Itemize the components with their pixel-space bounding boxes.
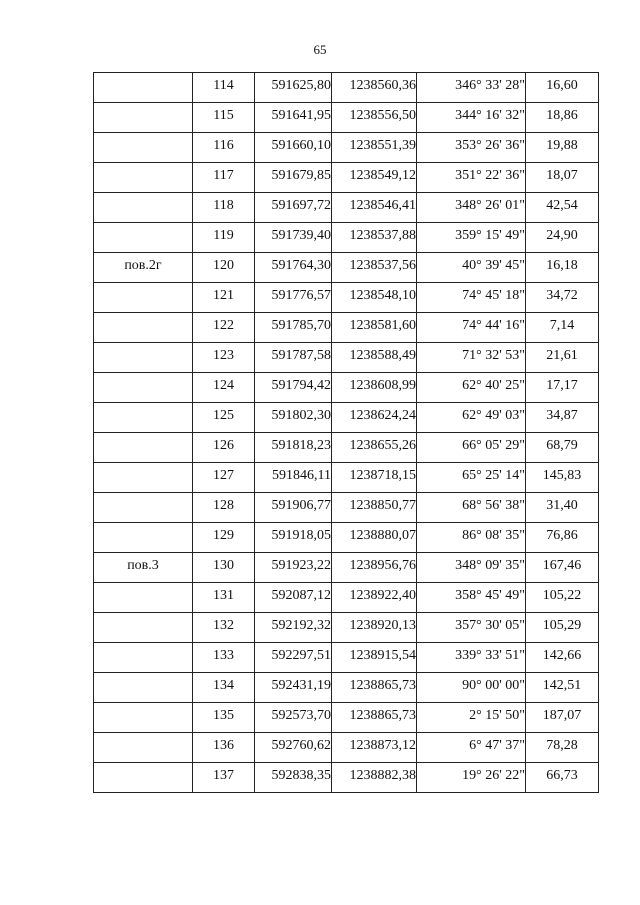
point-label-cell [94,733,193,763]
table-row [94,433,599,463]
segment-length-cell: 145,83 [526,463,599,493]
y-coordinate-cell: 1238880,07 [332,523,417,553]
point-number-cell: 137 [193,763,255,793]
segment-length-cell: 16,18 [526,253,599,283]
point-number-cell: 135 [193,703,255,733]
point-label-cell [94,193,193,223]
direction-angle-cell: 2° 15' 50" [417,703,526,733]
point-number-cell: 123 [193,343,255,373]
segment-length-cell: 19,88 [526,133,599,163]
x-coordinate-cell: 592431,19 [255,673,332,703]
table-row [94,673,599,703]
point-label-cell [94,463,193,493]
point-label-cell [94,373,193,403]
segment-length-cell: 78,28 [526,733,599,763]
point-label-cell [94,583,193,613]
x-coordinate-cell: 592838,35 [255,763,332,793]
segment-length-cell: 76,86 [526,523,599,553]
table-row [94,163,599,193]
point-number-cell: 122 [193,313,255,343]
point-number-cell: 136 [193,733,255,763]
table-row [94,613,599,643]
point-label-cell: пов.3 [94,553,193,583]
table-row [94,223,599,253]
x-coordinate-cell: 591660,10 [255,133,332,163]
y-coordinate-cell: 1238865,73 [332,703,417,733]
direction-angle-cell: 65° 25' 14" [417,463,526,493]
x-coordinate-cell: 592087,12 [255,583,332,613]
point-label-cell [94,223,193,253]
y-coordinate-cell: 1238549,12 [332,163,417,193]
point-number-cell: 116 [193,133,255,163]
y-coordinate-cell: 1238624,24 [332,403,417,433]
y-coordinate-cell: 1238850,77 [332,493,417,523]
table-row [94,463,599,493]
x-coordinate-cell: 591846,11 [255,463,332,493]
point-label-cell [94,703,193,733]
table-row [94,733,599,763]
point-number-cell: 125 [193,403,255,433]
point-number-cell: 133 [193,643,255,673]
x-coordinate-cell: 592297,51 [255,643,332,673]
y-coordinate-cell: 1238873,12 [332,733,417,763]
direction-angle-cell: 351° 22' 36" [417,163,526,193]
direction-angle-cell: 90° 00' 00" [417,673,526,703]
direction-angle-cell: 339° 33' 51" [417,643,526,673]
direction-angle-cell: 357° 30' 05" [417,613,526,643]
coordinates-table [93,72,599,793]
direction-angle-cell: 346° 33' 28" [417,73,526,103]
segment-length-cell: 24,90 [526,223,599,253]
x-coordinate-cell: 591625,80 [255,73,332,103]
x-coordinate-cell: 591641,95 [255,103,332,133]
y-coordinate-cell: 1238581,60 [332,313,417,343]
point-label-cell [94,613,193,643]
direction-angle-cell: 348° 26' 01" [417,193,526,223]
segment-length-cell: 21,61 [526,343,599,373]
point-number-cell: 131 [193,583,255,613]
point-label-cell [94,313,193,343]
table-row [94,523,599,553]
x-coordinate-cell: 591802,30 [255,403,332,433]
table-row [94,373,599,403]
point-label-cell [94,163,193,193]
point-number-cell: 120 [193,253,255,283]
table-row [94,193,599,223]
point-label-cell [94,283,193,313]
segment-length-cell: 66,73 [526,763,599,793]
y-coordinate-cell: 1238556,50 [332,103,417,133]
table-row [94,553,599,583]
x-coordinate-cell: 591918,05 [255,523,332,553]
y-coordinate-cell: 1238956,76 [332,553,417,583]
direction-angle-cell: 344° 16' 32" [417,103,526,133]
direction-angle-cell: 62° 40' 25" [417,373,526,403]
segment-length-cell: 167,46 [526,553,599,583]
point-number-cell: 118 [193,193,255,223]
point-number-cell: 126 [193,433,255,463]
direction-angle-cell: 359° 15' 49" [417,223,526,253]
point-label-cell [94,73,193,103]
y-coordinate-cell: 1238915,54 [332,643,417,673]
segment-length-cell: 105,29 [526,613,599,643]
direction-angle-cell: 353° 26' 36" [417,133,526,163]
y-coordinate-cell: 1238865,73 [332,673,417,703]
x-coordinate-cell: 591776,57 [255,283,332,313]
point-number-cell: 127 [193,463,255,493]
y-coordinate-cell: 1238551,39 [332,133,417,163]
point-number-cell: 119 [193,223,255,253]
point-number-cell: 129 [193,523,255,553]
direction-angle-cell: 66° 05' 29" [417,433,526,463]
table-row [94,583,599,613]
table-row [94,703,599,733]
y-coordinate-cell: 1238922,40 [332,583,417,613]
direction-angle-cell: 358° 45' 49" [417,583,526,613]
point-label-cell [94,523,193,553]
table-row [94,283,599,313]
point-label-cell [94,643,193,673]
segment-length-cell: 142,51 [526,673,599,703]
y-coordinate-cell: 1238546,41 [332,193,417,223]
segment-length-cell: 18,86 [526,103,599,133]
point-number-cell: 117 [193,163,255,193]
x-coordinate-cell: 591787,58 [255,343,332,373]
segment-length-cell: 31,40 [526,493,599,523]
table-row [94,763,599,793]
point-label-cell: пов.2г [94,253,193,283]
point-label-cell [94,763,193,793]
segment-length-cell: 17,17 [526,373,599,403]
x-coordinate-cell: 591764,30 [255,253,332,283]
segment-length-cell: 34,72 [526,283,599,313]
point-number-cell: 121 [193,283,255,313]
point-number-cell: 132 [193,613,255,643]
x-coordinate-cell: 592760,62 [255,733,332,763]
direction-angle-cell: 74° 44' 16" [417,313,526,343]
direction-angle-cell: 86° 08' 35" [417,523,526,553]
point-label-cell [94,103,193,133]
segment-length-cell: 16,60 [526,73,599,103]
y-coordinate-cell: 1238608,99 [332,373,417,403]
table-row [94,313,599,343]
direction-angle-cell: 71° 32' 53" [417,343,526,373]
point-number-cell: 114 [193,73,255,103]
direction-angle-cell: 348° 09' 35" [417,553,526,583]
point-label-cell [94,133,193,163]
direction-angle-cell: 40° 39' 45" [417,253,526,283]
point-number-cell: 115 [193,103,255,133]
table-row [94,73,599,103]
segment-length-cell: 105,22 [526,583,599,613]
x-coordinate-cell: 591818,23 [255,433,332,463]
y-coordinate-cell: 1238537,88 [332,223,417,253]
point-label-cell [94,343,193,373]
direction-angle-cell: 62° 49' 03" [417,403,526,433]
x-coordinate-cell: 591906,77 [255,493,332,523]
x-coordinate-cell: 592192,32 [255,613,332,643]
segment-length-cell: 34,87 [526,403,599,433]
point-number-cell: 128 [193,493,255,523]
table-row [94,103,599,133]
segment-length-cell: 187,07 [526,703,599,733]
table-row [94,343,599,373]
x-coordinate-cell: 591679,85 [255,163,332,193]
y-coordinate-cell: 1238548,10 [332,283,417,313]
y-coordinate-cell: 1238882,38 [332,763,417,793]
segment-length-cell: 7,14 [526,313,599,343]
y-coordinate-cell: 1238718,15 [332,463,417,493]
table-row [94,403,599,433]
y-coordinate-cell: 1238588,49 [332,343,417,373]
x-coordinate-cell: 591739,40 [255,223,332,253]
direction-angle-cell: 19° 26' 22" [417,763,526,793]
segment-length-cell: 68,79 [526,433,599,463]
direction-angle-cell: 74° 45' 18" [417,283,526,313]
x-coordinate-cell: 591785,70 [255,313,332,343]
direction-angle-cell: 6° 47' 37" [417,733,526,763]
point-number-cell: 134 [193,673,255,703]
segment-length-cell: 42,54 [526,193,599,223]
x-coordinate-cell: 592573,70 [255,703,332,733]
point-number-cell: 124 [193,373,255,403]
point-label-cell [94,493,193,523]
y-coordinate-cell: 1238655,26 [332,433,417,463]
x-coordinate-cell: 591923,22 [255,553,332,583]
x-coordinate-cell: 591794,42 [255,373,332,403]
table-row [94,493,599,523]
y-coordinate-cell: 1238560,36 [332,73,417,103]
y-coordinate-cell: 1238537,56 [332,253,417,283]
table-row [94,133,599,163]
point-label-cell [94,673,193,703]
segment-length-cell: 142,66 [526,643,599,673]
segment-length-cell: 18,07 [526,163,599,193]
page-number: 65 [313,42,327,57]
table-row [94,253,599,283]
x-coordinate-cell: 591697,72 [255,193,332,223]
point-label-cell [94,403,193,433]
direction-angle-cell: 68° 56' 38" [417,493,526,523]
point-number-cell: 130 [193,553,255,583]
table-row [94,643,599,673]
y-coordinate-cell: 1238920,13 [332,613,417,643]
point-label-cell [94,433,193,463]
